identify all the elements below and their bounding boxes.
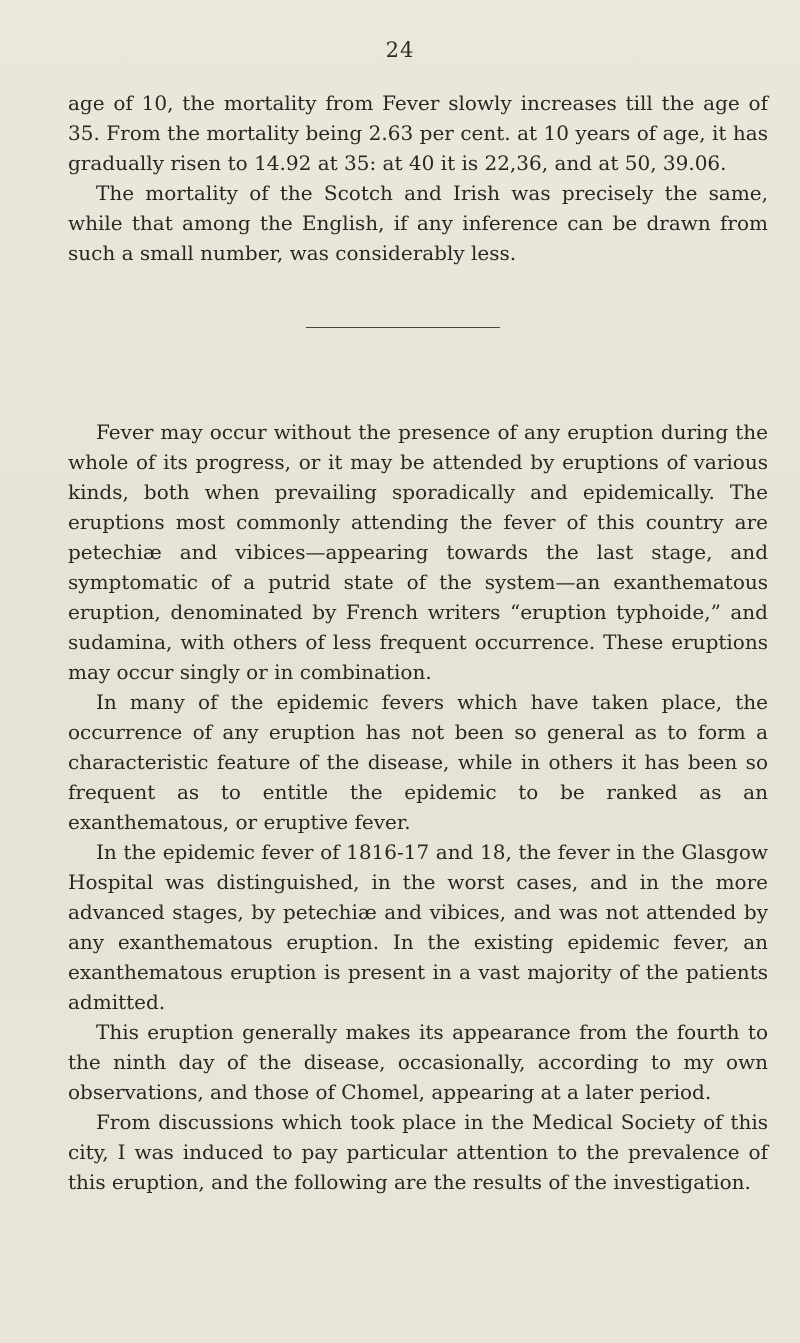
paragraph-glasgow-epidemic: In the epidemic fever of 1816-17 and 18, the fever in the Glasgow Hospital was distinguished, in the worst cases, and in the more advanced stages, by petechiæ and vibices, and was not attended by any exanthematous eruption. In the existing epidemic fever, an exanthematous eruption is present in a vast majority of the patients admitted. [68,840,768,1014]
eruptions-section [68,417,768,1197]
paragraph-investigation: From discussions which took place in the Medical Society of this city, I was induced to pay particular attention to the prevalence of this eruption, and the following are the results of the investigation. [68,1110,768,1194]
paragraph-eruption-timing: This eruption generally makes its appearance from the fourth to the ninth day of the disease, occasionally, according to my own observations, and those of Chomel, appearing at a later period. [68,1020,768,1104]
paragraph-epidemic-fevers: In many of the epidemic fevers which have taken place, the occurrence of any eruption has not been so general as to form a characteristic feature of the disease, while in others it has been so frequent as to entitle the epidemic to be ranked as an exanthematous, or eruptive fever. [68,690,768,834]
page-number: 24 [385,38,415,62]
mortality-section [68,88,768,268]
paragraph-mortality-by-nation: The mortality of the Scotch and Irish was precisely the same, while that among the English, if any inference can be drawn from such a small number, was considerably less. [68,181,768,265]
paragraph-mortality-by-age: age of 10, the mortality from Fever slowly increases till the age of 35. From the mortality being 2.63 per cent. at 10 years of age, it has gradually risen to 14.92 at 35: at 40 it is 22,36, and at 50, 39.06. [68,91,768,175]
section-divider [306,327,500,328]
paragraph-eruptions-intro: Fever may occur without the presence of any eruption during the whole of its progress, or it may be attended by eruptions of various kinds, both when prevailing sporadically and epidemically. The eruptions most commonly attending the fever of this country are petechiæ and vibices—appearing towards the last stage, and symptomatic of a putrid state of the system—an exanthematous eruption, denominated by French writers “eruption typhoide,” and sudamina, with others of less frequent occurrence. These eruptions may occur singly or in combination. [68,420,768,684]
